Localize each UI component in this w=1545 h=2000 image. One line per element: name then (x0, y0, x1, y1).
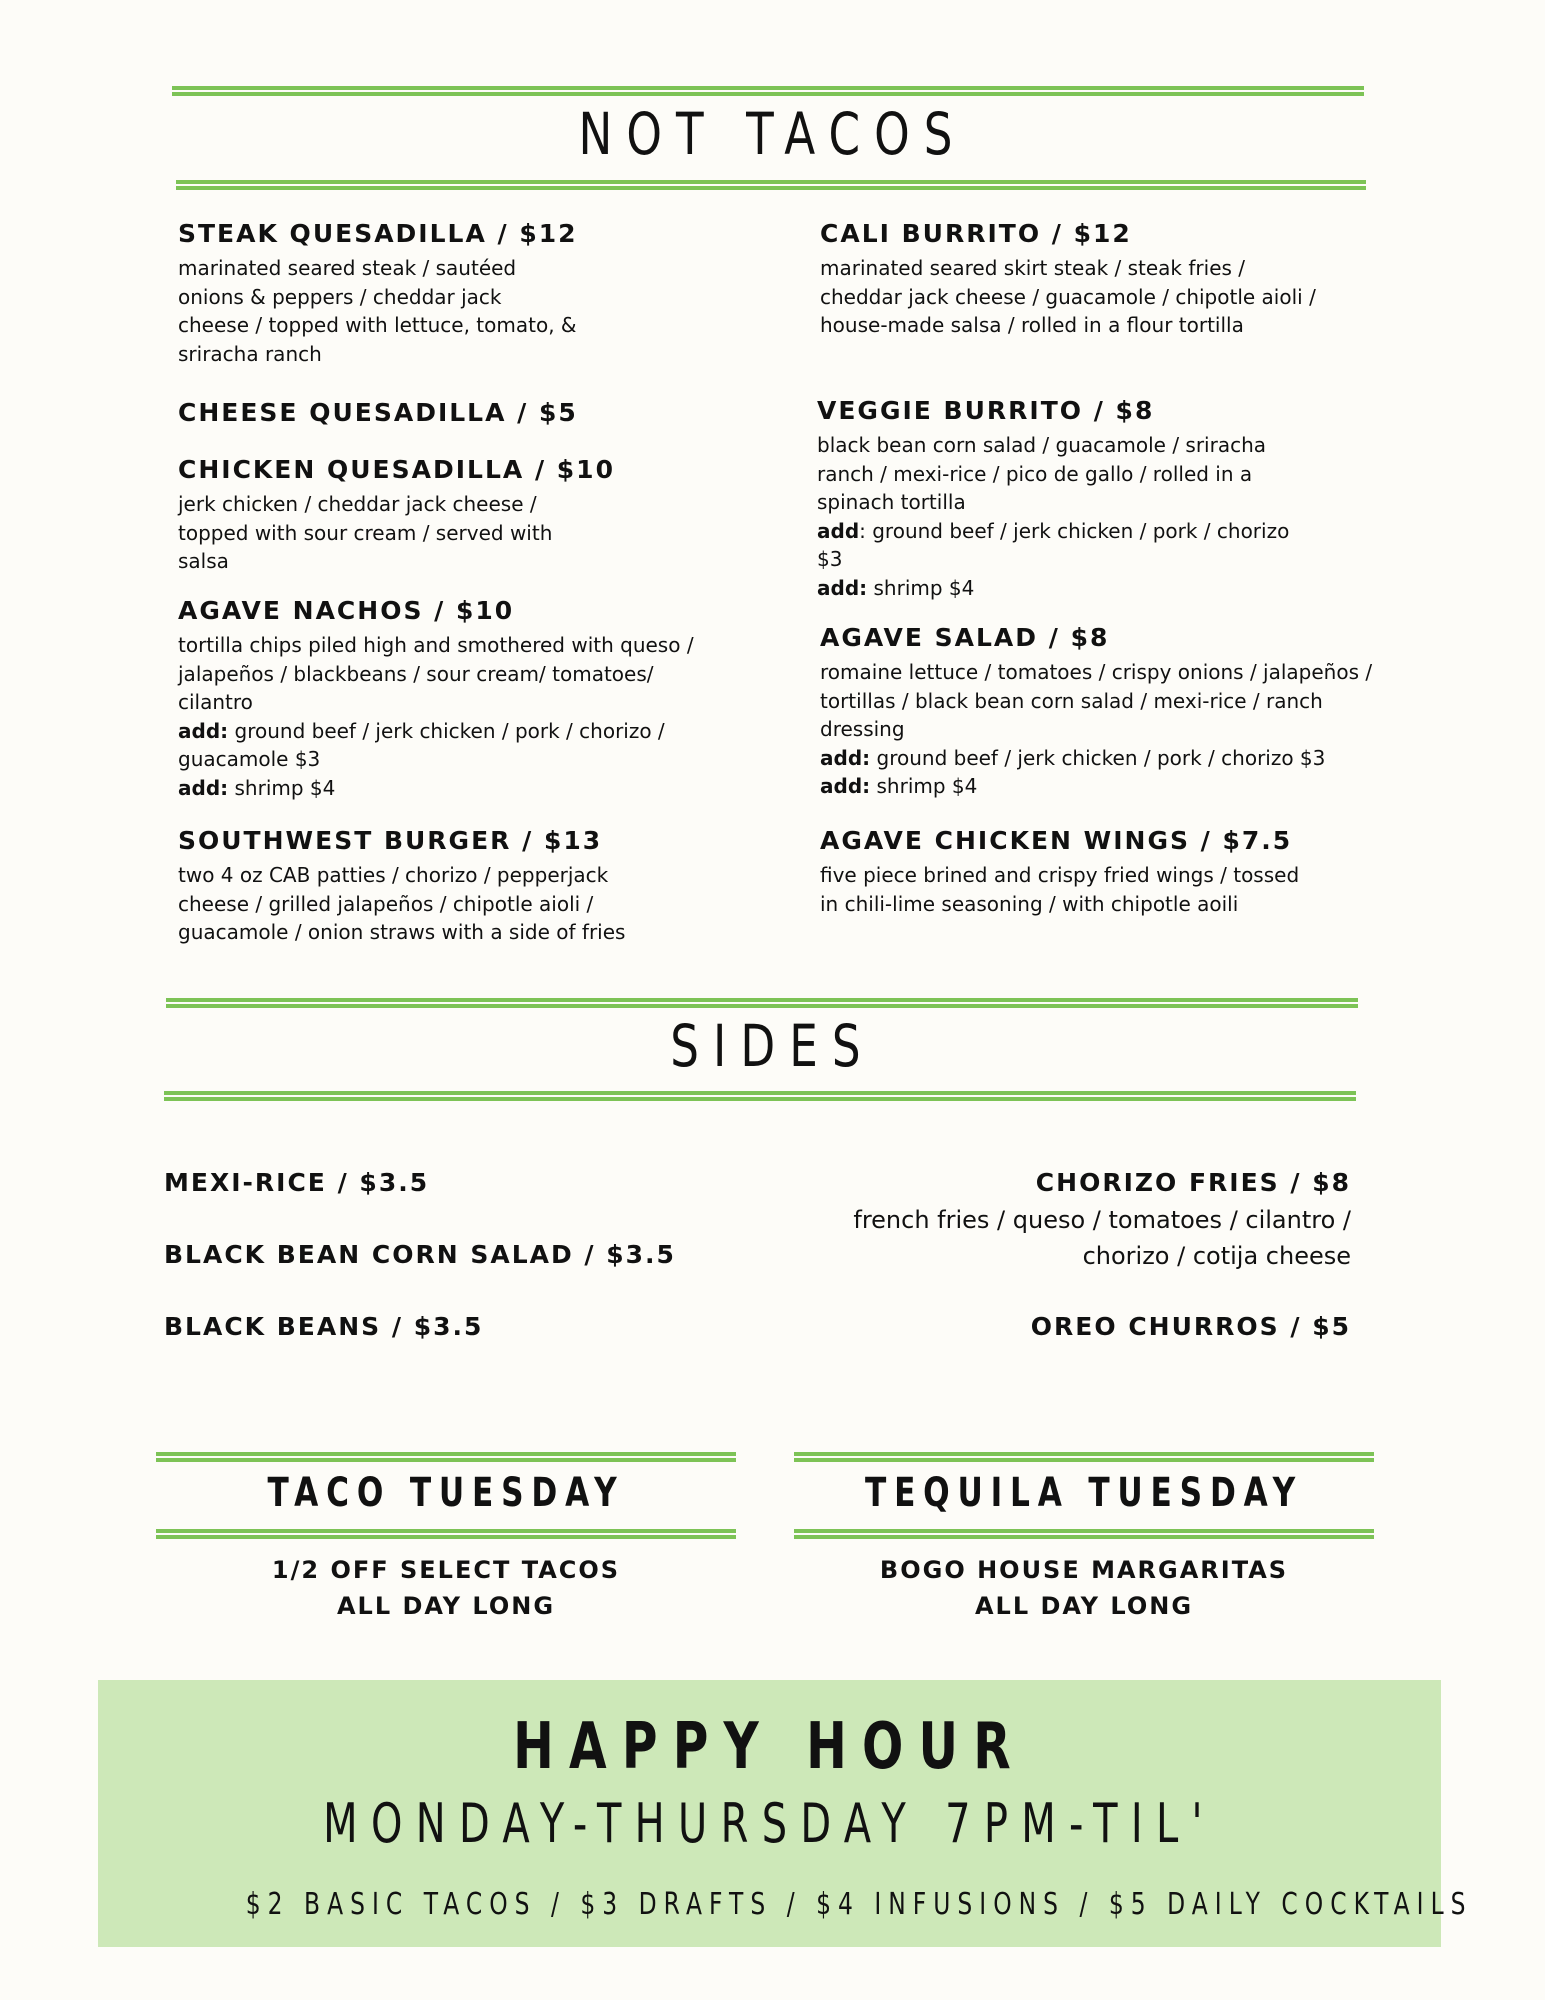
menu-item-steak-quesadilla (178, 219, 578, 368)
sides-title: SIDES (670, 1012, 875, 1080)
item-description: marinated seared steak / sautéed onions & peppers / cheddar jack cheese / topped with lettuce, tomato, & sriracha ranch (178, 256, 577, 366)
menu-item-chicken-quesadilla (178, 455, 615, 576)
item-name: SOUTHWEST BURGER / $13 (178, 826, 603, 855)
addon-label: add (817, 518, 860, 543)
item-description: tortilla chips piled high and smothered with queso / jalapeños / blackbeans / sour cream/ tomatoes/ cilantro (178, 633, 694, 714)
happy-hour-schedule: MONDAY-THURSDAY 7PM-TIL' (323, 1792, 1216, 1855)
item-name: STEAK QUESADILLA / $12 (178, 219, 578, 248)
addon-text: shrimp $4 (867, 575, 975, 600)
side-desc-line: chorizo / cotija cheese (1082, 1242, 1351, 1270)
menu-item-agave-nachos (178, 596, 698, 802)
taco-tuesday-details (156, 1552, 736, 1624)
addon-label: add: (820, 774, 871, 798)
addon-label: add: (820, 745, 871, 770)
sides-top-rule (166, 998, 1358, 1008)
side-item-black-beans: BLACK BEANS / $3.5 (164, 1312, 484, 1341)
addon-text: ground beef / jerk chicken / pork / chorizo / guacamole $3 (178, 718, 665, 771)
item-description: five piece brined and crispy fried wings / tossed in chili-lime seasoning / with chipotle aoili (820, 863, 1300, 916)
sides-bottom-rule (164, 1091, 1356, 1101)
promo-line: ALL DAY LONG (336, 1592, 556, 1620)
not-tacos-bottom-rule (176, 180, 1366, 190)
item-name: VEGGIE BURRITO / $8 (817, 396, 1155, 425)
tequila-tuesday-bottom-rule (794, 1529, 1374, 1539)
happy-hour-title: HAPPY HOUR (513, 1710, 1026, 1784)
menu-item-cheese-quesadilla (178, 398, 598, 433)
item-name: CHICKEN QUESADILLA / $10 (178, 455, 615, 484)
item-addon (178, 717, 698, 774)
tequila-tuesday-title: TEQUILA TUESDAY (864, 1470, 1303, 1516)
item-addon (178, 774, 698, 803)
item-description: romaine lettuce / tomatoes / crispy onions / jalapeños / tortillas / black bean corn salad / mexi-rice / ranch dressing (820, 660, 1373, 741)
tequila-tuesday-top-rule (794, 1452, 1374, 1462)
addon-label: add: (178, 775, 229, 800)
item-description: jerk chicken / cheddar jack cheese / topped with sour cream / served with salsa (178, 492, 553, 573)
item-description: marinated seared skirt steak / steak fries / cheddar jack cheese / guacamole / chipotle aioli / house-made salsa / rolled in a flour tortilla (820, 256, 1316, 337)
item-addon (817, 574, 1317, 603)
menu-item-veggie-burrito (817, 396, 1317, 602)
item-name: AGAVE CHICKEN WINGS / $7.5 (820, 826, 1293, 855)
addon-text: shrimp $4 (870, 774, 978, 798)
item-name: AGAVE SALAD / $8 (820, 623, 1110, 652)
addon-text: shrimp $4 (228, 775, 336, 800)
addon-label: add: (178, 718, 229, 743)
happy-hour-banner (98, 1680, 1473, 1947)
item-name: AGAVE NACHOS / $10 (178, 596, 515, 625)
menu-item-agave-salad (820, 623, 1380, 801)
item-addon (820, 772, 1380, 801)
side-item-black-bean-corn-salad: BLACK BEAN CORN SALAD / $3.5 (164, 1240, 676, 1269)
side-item-chorizo-fries: CHORIZO FRIES / $8 (1035, 1168, 1351, 1197)
side-item-oreo-churros: OREO CHURROS / $5 (1030, 1312, 1351, 1341)
menu-item-cali-burrito (820, 219, 1320, 340)
menu-item-southwest-burger (178, 826, 678, 947)
addon-text: : ground beef / jerk chicken / pork / chorizo $3 (817, 518, 1290, 571)
item-description: two 4 oz CAB patties / chorizo / pepperjack cheese / grilled jalapeños / chipotle aioli / guacamole / onion straws with a side of fries (178, 863, 626, 944)
tequila-tuesday-details (794, 1552, 1374, 1624)
side-item-description (791, 1202, 1351, 1274)
taco-tuesday-top-rule (156, 1452, 736, 1462)
addon-label: add: (817, 575, 868, 600)
item-addon (820, 744, 1380, 773)
item-name: CALI BURRITO / $12 (820, 219, 1132, 248)
addon-text: ground beef / jerk chicken / pork / chorizo $3 (870, 745, 1326, 770)
taco-tuesday-title: TACO TUESDAY (267, 1470, 625, 1516)
promo-line: ALL DAY LONG (974, 1592, 1194, 1620)
side-desc-line: french fries / queso / tomatoes / cilantro / (853, 1206, 1351, 1234)
item-addon (817, 517, 1317, 574)
promo-line: BOGO HOUSE MARGARITAS (879, 1556, 1289, 1584)
happy-hour-deals: $2 BASIC TACOS / $3 DRAFTS / $4 INFUSIONS / $5 DAILY COCKTAILS (245, 1887, 1473, 1922)
side-item-mexi-rice: MEXI-RICE / $3.5 (164, 1168, 430, 1197)
taco-tuesday-bottom-rule (156, 1529, 736, 1539)
item-name: CHEESE QUESADILLA / $5 (178, 398, 578, 427)
not-tacos-title: NOT TACOS (578, 100, 967, 168)
menu-item-agave-chicken-wings (820, 826, 1320, 918)
item-description: black bean corn salad / guacamole / sriracha ranch / mexi-rice / pico de gallo / rolled in a spinach tortilla (817, 433, 1267, 514)
promo-line: 1/2 OFF SELECT TACOS (271, 1556, 621, 1584)
not-tacos-top-rule (172, 86, 1364, 96)
